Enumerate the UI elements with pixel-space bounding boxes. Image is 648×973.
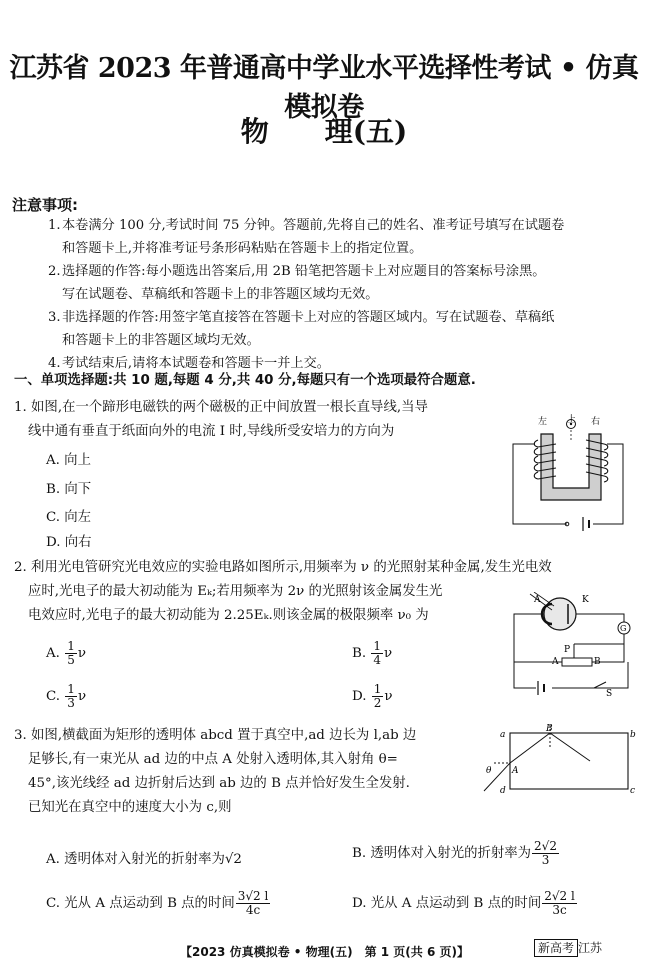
q3-label-b: b: [630, 730, 636, 740]
q2-phototube-circuit-figure: [508, 592, 636, 698]
page-footer: 【2023 仿真模拟卷 • 物理(五) 第 1 页(共 6 页)】: [180, 945, 469, 959]
notice-heading: 注意事项:: [12, 196, 78, 214]
exam-title: 江苏省 2023 年普通高中学业水平选择性考试 • 仿真模拟卷: [9, 53, 639, 123]
q3-label-d: d: [500, 786, 506, 795]
q3-label-point-b: B: [546, 724, 553, 734]
question-3-stem: 3. 如图,横截面为矩形的透明体 abcd 置于真空中,ad 边长为 l,ab 边 足够长,有一束光从 ad 边的中点 A 处射入透明体,其入射角 θ= 45°,该光线经 ad 边折射后达到 ab 边的 B 点并恰好发生全发射. 已知光在真空中的速度大小为 c,则: [14, 728, 417, 815]
q2-label-s: S: [606, 689, 613, 698]
q1-label-left: 左: [538, 417, 548, 427]
q3-option-b: B. 透明体对入射光的折射率为 $\frac{2√2}{3}$: [352, 839, 557, 867]
question-2-stem: 2. 利用光电管研究光电效应的实验电路如图所示,用频率为 ν 的光照射某种金属,发生光电效 应时,光电子的最大初动能为 Eₖ;若用频率为 2ν 的光照射该金属发生光 电效应时,光电子的最大初动能为 2.25Eₖ.则该金属的极限频率 ν₀ 为: [14, 560, 552, 623]
notice-item: 4.考试结束后,请将本试题卷和答题卡一并上交。: [48, 356, 330, 371]
q2-label-k: K: [582, 595, 589, 605]
question-1-stem: 1. 如图,在一个蹄形电磁铁的两个磁极的正中间放置一根长直导线,当导 线中通有垂直于纸面向外的电流 I 时,导线所受安培力的方向为: [14, 400, 428, 439]
q1-label-right: 右: [591, 417, 601, 427]
notice-item: 1.本卷满分 100 分,考试时间 75 分钟。答题前,先将自己的姓名、准考证号填写在试题卷 和答题卡上,并将准考证号条形码粘贴在答题卡上的指定位置。: [48, 218, 565, 256]
q3-label-c: c: [630, 786, 636, 795]
brand-mark: [534, 939, 602, 956]
q3-option-c: C. 光从 A 点运动到 B 点的时间 $\frac{3√2 l}{4c}$: [46, 889, 269, 917]
q3-option-a: A. 透明体对入射光的折射率为√2: [46, 852, 242, 867]
section-heading: 一、单项选择题:共 10 题,每题 4 分,共 40 分,每题只有一个选项最符合题意.: [14, 373, 476, 388]
q2-label-ra: A: [552, 657, 559, 667]
q1-option-d: D. 向右: [46, 535, 92, 550]
q2-label-p: P: [564, 645, 571, 655]
notice-item: 3.非选择题的作答:用签字笔直接答在答题卡上对应的答题区域内。写在试题卷、草稿纸 和答题卡上的非答题区域均无效。: [48, 310, 555, 348]
q3-label-theta: θ: [486, 766, 492, 776]
notice-item: 2.选择题的作答:每小题选出答案后,用 2B 铅笔把答题卡上对应题目的答案标号涂黑。 写在试题卷、草稿纸和答题卡上的非答题区域均无效。: [48, 264, 546, 302]
q2-label-rb: B: [594, 657, 601, 667]
q2-label-g: G: [620, 624, 627, 633]
brand-region: 江苏: [578, 941, 603, 955]
q3-rectangle-figure: [474, 723, 636, 795]
q1-label-up: 上: [567, 415, 577, 425]
q3-option-d: D. 光从 A 点运动到 B 点的时间 $\frac{2√2 l}{3c}$: [352, 889, 575, 917]
subject-title: 物 理(五): [240, 115, 408, 148]
q1-electromagnet-figure: [505, 414, 631, 532]
q2-option-c: C. $\frac{1}{3}$ ν: [46, 682, 87, 710]
q2-option-a: A. $\frac{1}{5}$ ν: [46, 639, 86, 667]
q3-label-a: a: [500, 730, 506, 740]
q2-option-b: B. $\frac{1}{4}$ ν: [352, 639, 393, 667]
q2-label-a: A: [534, 595, 541, 605]
q1-option-c: C. 向左: [46, 510, 92, 525]
q1-option-b: B. 向下: [46, 482, 92, 497]
q3-label-point-a: A: [512, 766, 519, 776]
brand-box: 新高考: [534, 939, 578, 957]
notice-list: [48, 214, 638, 375]
q2-option-d: D. $\frac{1}{2}$ ν: [352, 682, 393, 710]
q1-option-a: A. 向上: [46, 453, 91, 468]
